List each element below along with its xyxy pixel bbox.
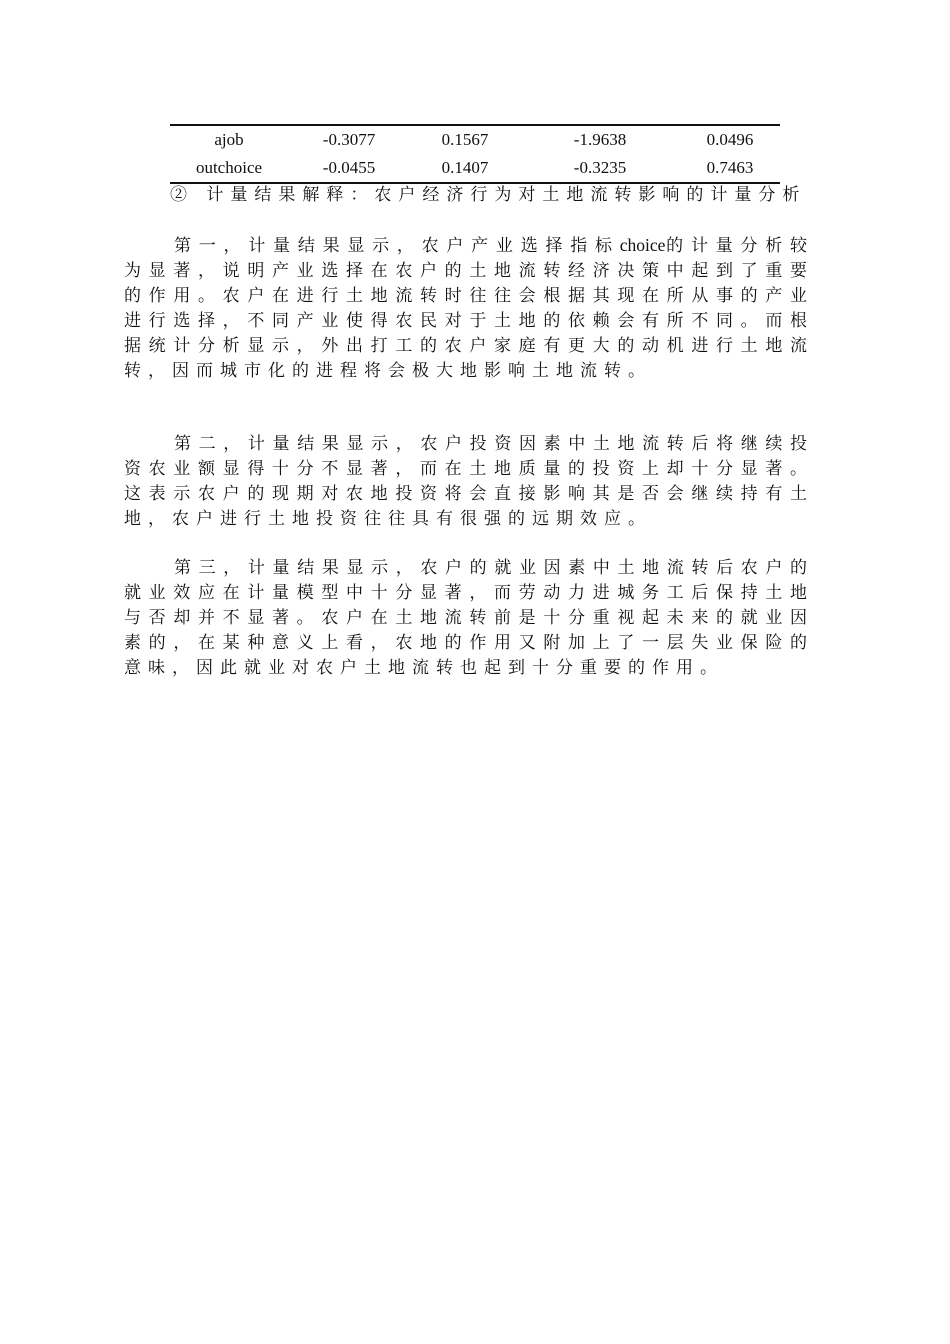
- table-row: [170, 154, 780, 183]
- paragraph-second: 第二，计量结果显示，农户投资因素中土地流转后将继续投资农业额显得十分不显著，而在土地质量的投资上却十分显著。这表示农户的现期对农地投资将会直接影响其是否会继续持有土地，农户进行土地投资往往具有很强的远期效应。: [124, 434, 814, 529]
- paragraph-third: 第三，计量结果显示，农户的就业因素中土地流转后农户的就业效应在计量模型中十分显著，而劳动力进城务工后保持土地与否却并不显著。农户在土地流转前是十分重视起未来的就业因素的，在某种意义上看，农地的作用又附加上了一层失业保险的意味，因此就业对农户土地流转也起到十分重要的作用。: [124, 558, 814, 678]
- p-value-cell: 0.7463: [680, 154, 780, 183]
- variable-term: choice: [619, 235, 666, 255]
- variable-name-cell: outchoice: [170, 154, 288, 183]
- paragraph-text: 第一，计量结果显示，农户产业选择指标: [174, 236, 620, 256]
- regression-table: [170, 124, 780, 184]
- std-error-cell: 0.1407: [410, 154, 520, 183]
- paragraph-text: 的计量分析较为显著，说明产业选择在农户的土地流转经济决策中起到了重要的作用。农户在进行土地流转时往往会根据其现在所从事的产业进行选择，不同产业使得农民对于土地的依赖会有所不同。而根据统计分析显示，外出打工的农户家庭有更大的动机进行土地流转，因而城市化的进程将会极大地影响土地流转。: [124, 236, 815, 381]
- p-value-cell: 0.0496: [680, 125, 780, 154]
- table-row: [170, 125, 780, 154]
- z-statistic-cell: -0.3235: [520, 154, 680, 183]
- section-heading: ② 计量结果解释：农户经济行为对土地流转影响的计量分析: [170, 185, 807, 205]
- z-statistic-cell: -1.9638: [520, 125, 680, 154]
- paragraph-first: [124, 233, 814, 384]
- std-error-cell: 0.1567: [410, 125, 520, 154]
- coefficient-cell: -0.3077: [288, 125, 410, 154]
- variable-name-cell: ajob: [170, 125, 288, 154]
- coefficient-cell: -0.0455: [288, 154, 410, 183]
